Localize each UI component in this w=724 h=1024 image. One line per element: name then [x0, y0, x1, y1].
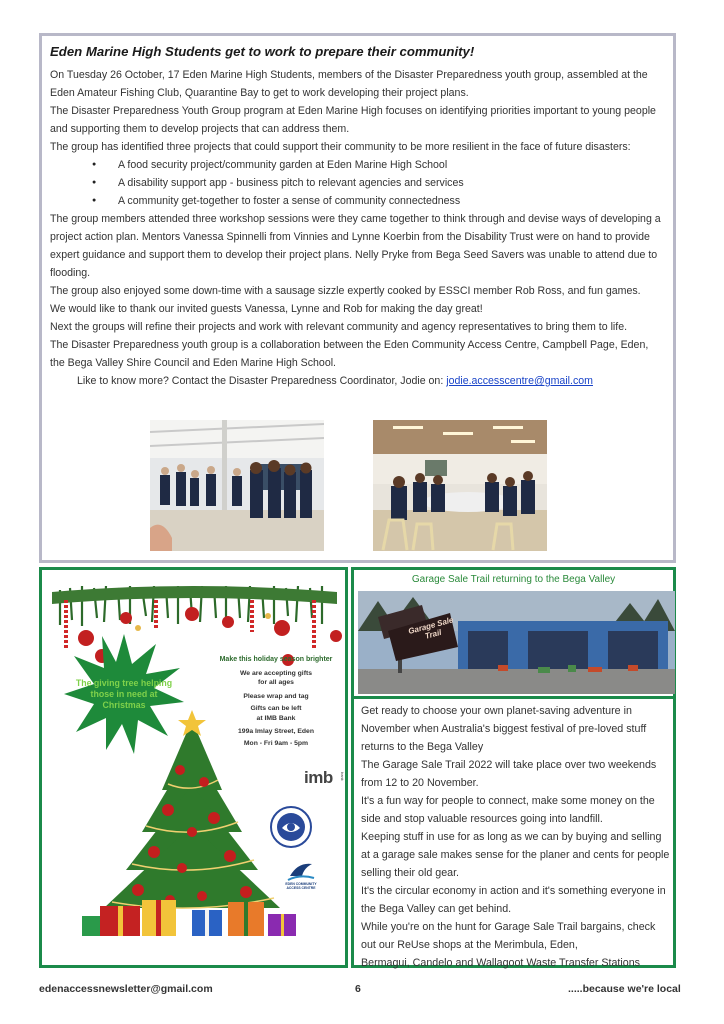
- waste-transfer-station-photo: [358, 591, 675, 694]
- gift-line: Gifts can be left: [250, 705, 302, 712]
- garage-sale-paragraph: It's the circular economy in action and it's something everyone in the Bega Valley can get behind.: [361, 885, 666, 915]
- gift-instructions: [204, 655, 348, 748]
- garage-sale-sign: Garage Sale Trail: [407, 615, 455, 641]
- imb-logo-subtext: bank: [340, 772, 345, 781]
- garage-sale-paragraph: While you're on the hunt for Garage Sale Trail bargains, check out our ReUse shops at the Merimbula, Eden,: [361, 921, 656, 951]
- article-frame: [39, 33, 676, 563]
- gift-line: at IMB Bank: [256, 714, 296, 722]
- ecac-bird-icon: [286, 858, 316, 884]
- garage-sale-title: Garage Sale Trail returning to the Bega Valley: [411, 574, 616, 585]
- article-paragraph: Next the groups will refine their projects and work with relevant community and agency representatives to bring them to life.: [50, 321, 628, 333]
- garage-sale-paragraph: Keeping stuff in use for as long as we can by buying and selling at a garage sale makes sense for the planer and cents for people selling their old gear.: [361, 831, 670, 879]
- gift-line: 199a Imlay Street, Eden: [238, 728, 314, 735]
- gift-line: We are accepting gifts: [239, 669, 313, 677]
- garage-sale-paragraph: Bermagui, Candelo and Wallagoot Waste Transfer Stations: [361, 957, 641, 969]
- article-paragraph: The group members attended three workshop sessions were they came together to think through and devise ways of developing a project action plan. Mentors Vanessa Spinnelli from Vinnies and Lynne Koerbin from the Disability Trust were on hand to provide expert guidance and support them to develop their project plans. Nelly Pryke from Bega Seed Savers was unable to attend due to flooding.: [50, 213, 661, 279]
- article-paragraph: The Disaster Preparedness Youth Group program at Eden Marine High focuses on identifying priorities important to young people and supporting them to develop projects that can address them.: [50, 105, 656, 135]
- students-seated-photo: [373, 420, 547, 551]
- contact-text: Like to know more? Contact the Disaster Preparedness Coordinator, Jodie on:: [77, 375, 447, 387]
- article-paragraph: The Disaster Preparedness youth group is a collaboration between the Eden Community Access Centre, Campbell Page, Eden, the Bega Valley Shire Council and Eden Marine High School.: [50, 339, 649, 369]
- gift-line: for all ages: [258, 679, 294, 686]
- project-list-item: ● A food security project/community garden at Eden Marine High School: [92, 156, 665, 174]
- garage-sale-panel: [351, 567, 676, 968]
- project-list-item: ● A disability support app - business pitch to relevant agencies and services: [92, 174, 665, 192]
- project-list-item: ● A community get-together to foster a sense of community connectedness: [92, 192, 665, 210]
- garage-sale-paragraph: The Garage Sale Trail 2022 will take place over two weekends from 12 to 20 November.: [361, 759, 657, 789]
- christmas-tree-illustration: [42, 570, 345, 965]
- footer-tagline: .....because we're local: [568, 983, 681, 995]
- contact-email-link[interactable]: jodie.accesscentre@gmail.com: [446, 375, 593, 387]
- garage-sale-body: [361, 702, 673, 972]
- gift-line: Mon - Fri 9am - 5pm: [243, 739, 309, 747]
- article-paragraph: On Tuesday 26 October, 17 Eden Marine High Students, members of the Disaster Preparedness youth group, assembled at the Eden Amateur Fishing Club, Quarantine Bay to get to work developing their project plans.: [50, 69, 648, 99]
- students-workshop-photo: [150, 420, 324, 551]
- article-paragraph: The group has identified three projects that could support their community to be more resilient in the face of future disasters:: [50, 141, 631, 153]
- imb-logo: imb: [304, 768, 333, 787]
- footer-email[interactable]: edenaccessnewsletter@gmail.com: [39, 983, 213, 995]
- gift-line: Please wrap and tag: [243, 692, 309, 700]
- garage-sale-paragraph: It's a fun way for people to connect, make some money on the side and stop valuable resources going into landfill.: [361, 795, 655, 825]
- garage-sale-paragraph: Get ready to choose your own planet-saving adventure in November when Australia's biggest festival of pre-loved stuff returns to the Bega Valley: [361, 705, 647, 753]
- page-number: 6: [355, 983, 361, 995]
- article-paragraph: We would like to thank our invited guests Vanessa, Lynne and Rob for making the day great!: [50, 303, 483, 315]
- article-title: Eden Marine High Students get to work to prepare their community!: [50, 44, 475, 59]
- article-paragraph: The group also enjoyed some down-time with a sausage sizzle expertly cooked by ESSCI member Rob Ross, and fun games.: [50, 285, 641, 297]
- giving-tree-flyer: [39, 567, 348, 968]
- panel-divider: [354, 696, 673, 699]
- contact-line: [77, 372, 665, 390]
- project-list: [92, 156, 665, 210]
- gift-line: Make this holiday season brighter: [219, 656, 333, 663]
- ecac-logo-text: EDEN COMMUNITY ACCESS CENTRE: [285, 882, 317, 890]
- giving-tree-label: The giving tree helping those in need at Christmas: [75, 678, 173, 710]
- community-seal-icon: [270, 806, 312, 848]
